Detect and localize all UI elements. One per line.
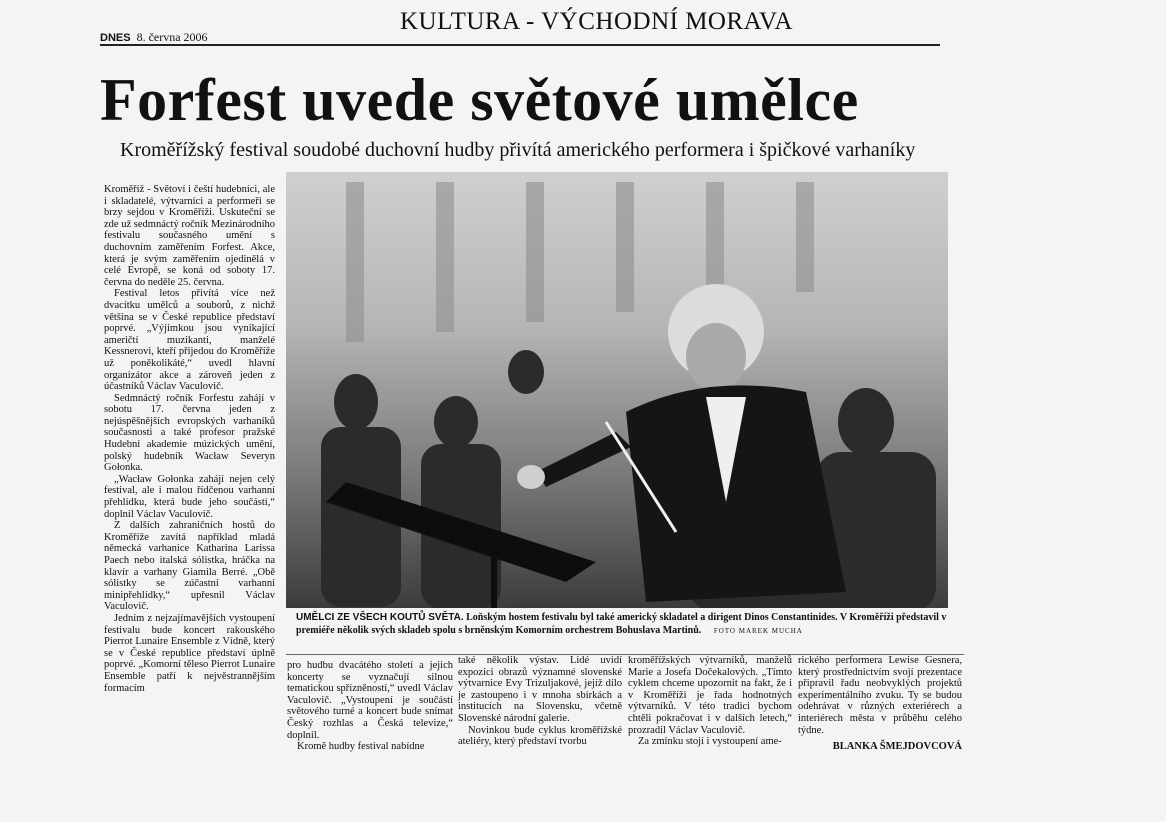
paragraph: také několik výstav. Lidé uvidí expozici obrazů významné slovenské výtvarnice Evy Trizuljakové, jejíž dílo je zastoupeno i v mnoha sbírkách a institucích na Slovensku, včetně Slovenské národní galerie. bbox=[458, 655, 622, 724]
paper-name: DNES bbox=[100, 32, 131, 44]
caption-lead: UMĚLCI ZE VŠECH KOUTŮ SVĚTA. bbox=[296, 612, 464, 623]
paragraph: Sedmnáctý ročník Forfestu zahájí v sobotu 17. června jeden z nejúspěšnějších evropských varhaníků současnosti a také profesor pražské Hudební akademie múzických umění, polský hudebník Wacław Severyn Gołonka. bbox=[104, 392, 275, 474]
paragraph: rického performera Lewise Gesnera, který prostřednictvím svojí prezentace připravil řadu neobvyklých projektů experimentálního zvuku. Ty se budou odehrávat v různých exteriérech a interiérech města v průběhu celého týdne. bbox=[798, 655, 962, 736]
paragraph: Jedním z nejzajímavějších vystoupení festivalu bude koncert rakouského Pierrot Lunaire Ensemble z Vídně, který se v České republice představí úplně poprvé. „Komorní těleso Pierrot Lunaire Ensemble patří k nejvěstrannějším formacím bbox=[104, 612, 275, 694]
paragraph: kroměřížských výtvarníků, manželů Marie a Josefa Dočekalových. „Tímto cyklem chceme upozornit na fakt, že i v Kroměříži je řada hodnotných výtvarníků. V této tradici bychom chtěli pokračovat i v dalších letech,“ prozradil Václav Vaculovič. bbox=[628, 655, 792, 736]
subheadline: Kroměřížský festival soudobé duchovní hudby přivítá amerického performera i špičkové varhaníky bbox=[120, 139, 916, 161]
photo-credit: FOTO MAREK MUCHA bbox=[713, 627, 803, 635]
paragraph: „Wacław Gołonka zahájí nejen celý festival, ale i malou řídčenou varhanní přehlídku, která bude jeho součástí,“ doplnil Václav Vaculovič. bbox=[104, 473, 275, 520]
article-column-1 bbox=[104, 184, 275, 694]
paragraph: Novinkou bude cyklus kroměřížské ateliéry, který představí tvorbu bbox=[458, 724, 622, 748]
paragraph: Kromě hudby festival nabídne bbox=[297, 741, 425, 753]
paragraph: Za zmínku stojí i vystoupení ame- bbox=[638, 736, 782, 748]
photo-illustration bbox=[286, 172, 948, 608]
article-column-4 bbox=[628, 655, 792, 748]
paragraph: Kroměříž - Světoví i čeští hudebníci, ale i skladatelé, výtvarníci a performeři se brzy sejdou v Kroměříži. Uskuteční se zde už sedmnáctý ročník Mezinárodního festivalu současného umění s duchovním zaměřením Forfest. Akce, která je svým zaměřením ojedinělá v celé Evropě, se koná od soboty 17. června do neděle 25. června. bbox=[104, 184, 275, 288]
headline: Forfest uvede světové umělce bbox=[100, 67, 859, 133]
header-rule bbox=[100, 44, 940, 46]
paragraph: pro hudbu dvacátého století a jejich koncerty se vyznačují silnou tematickou spřízněností,“ uvedl Václav Vaculovič. „Vystoupení je součástí světového turné a koncert bude snímat Český rozhlas a Česká televize,“ doplnil. bbox=[287, 660, 453, 741]
author-signature: BLANKA ŠMEJDOVCOVÁ bbox=[832, 741, 962, 753]
masthead bbox=[100, 30, 208, 45]
conductor-photo bbox=[286, 172, 948, 608]
caption-text: Loňským hostem festivalu byl také americký skladatel a dirigent Dinos Constantinides. V Kroměříži představil v premiéře několik svých skladeb spolu s brněnským Komorním orchestrem Bohuslava Martinů. bbox=[296, 612, 947, 636]
article-column-2 bbox=[287, 660, 453, 753]
paragraph: Festival letos přivítá více než dvacítku umělců a souborů, z nichž většina se v České republice představí poprvé. „Výjimkou jsou vynikající američtí muzikanti, manželé Kessnerovi, kteří přijedou do Kroměříže už poněkolikáté,“ uvedl hlavní organizátor akce a zároveň jeden z účastníků Václav Vaculovič. bbox=[104, 288, 275, 393]
issue-date: 8. června 2006 bbox=[136, 30, 208, 44]
photo-caption bbox=[296, 611, 956, 638]
article-column-5 bbox=[798, 655, 962, 753]
article-column-3 bbox=[458, 655, 622, 748]
section-title: KULTURA - VÝCHODNÍ MORAVA bbox=[400, 8, 793, 35]
paragraph: Z dalších zahraničních hostů do Kroměříže zavítá například mladá německá varhanice Katharina Larissa Paech nebo italská sólistka, hráčka na klavír a varhany Giamila Berré. „Obě sólistky se zúčastní varhanní minipřehlídky,“ upřesnil Václav Vaculovič. bbox=[104, 520, 275, 613]
